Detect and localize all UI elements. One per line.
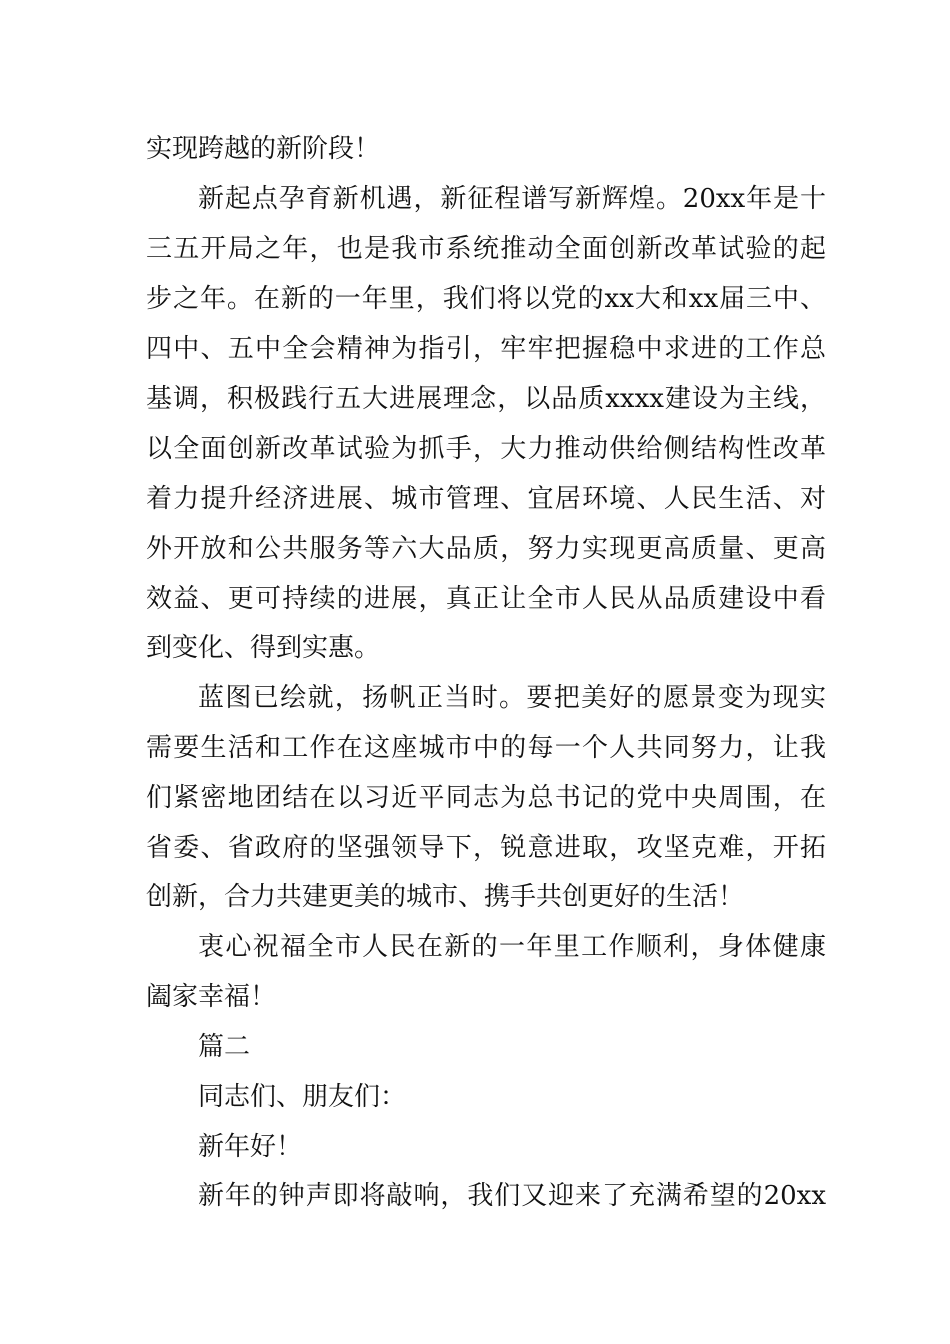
text-line: 步之年。在新的一年里，我们将以党的xx大和xx届三中、 [146,284,826,314]
text-line: 到变化、得到实惠。 [146,633,381,663]
text-line: 外开放和公共服务等六大品质，努力实现更高质量、更高 [146,534,826,564]
text-line: 实现跨越的新阶段！ [146,134,381,164]
text-line: 着力提升经济进展、城市管理、宜居环境、人民生活、对 [146,484,826,514]
text-line: 基调，积极践行五大进展理念，以品质xxxx建设为主线， [146,384,826,414]
text-line: 阖家幸福！ [146,982,277,1012]
salutation: 同志们、朋友们： [198,1082,407,1112]
text-line: 以全面创新改革试验为抓手，大力推动供给侧结构性改革 [146,434,826,464]
text-line: 四中、五中全会精神为指引，牢牢把握稳中求进的工作总 [146,334,826,364]
paragraph-first-line: 衷心祝福全市人民在新的一年里工作顺利，身体健康 [198,932,826,962]
text-line: 创新，合力共建更美的城市、携手共创更好的生活！ [146,882,745,912]
greeting: 新年好！ [198,1132,303,1162]
paragraph-first-line: 蓝图已绘就，扬帆正当时。要把美好的愿景变为现实 [198,683,826,713]
section-heading: 篇二 [198,1032,251,1062]
text-line: 效益、更可持续的进展，真正让全市人民从品质建设中看 [146,584,826,614]
text-line: 们紧密地团结在以习近平同志为总书记的党中央周围，在 [146,783,826,813]
paragraph-first-line: 新起点孕育新机遇，新征程谱写新辉煌。20xx年是十 [198,184,826,214]
paragraph-first-line: 新年的钟声即将敲响，我们又迎来了充满希望的20xx [198,1181,826,1211]
text-line: 需要生活和工作在这座城市中的每一个人共同努力，让我 [146,733,826,763]
text-line: 三五开局之年，也是我市系统推动全面创新改革试验的起 [146,234,826,264]
text-line: 省委、省政府的坚强领导下，锐意进取，攻坚克难，开拓 [146,833,826,863]
